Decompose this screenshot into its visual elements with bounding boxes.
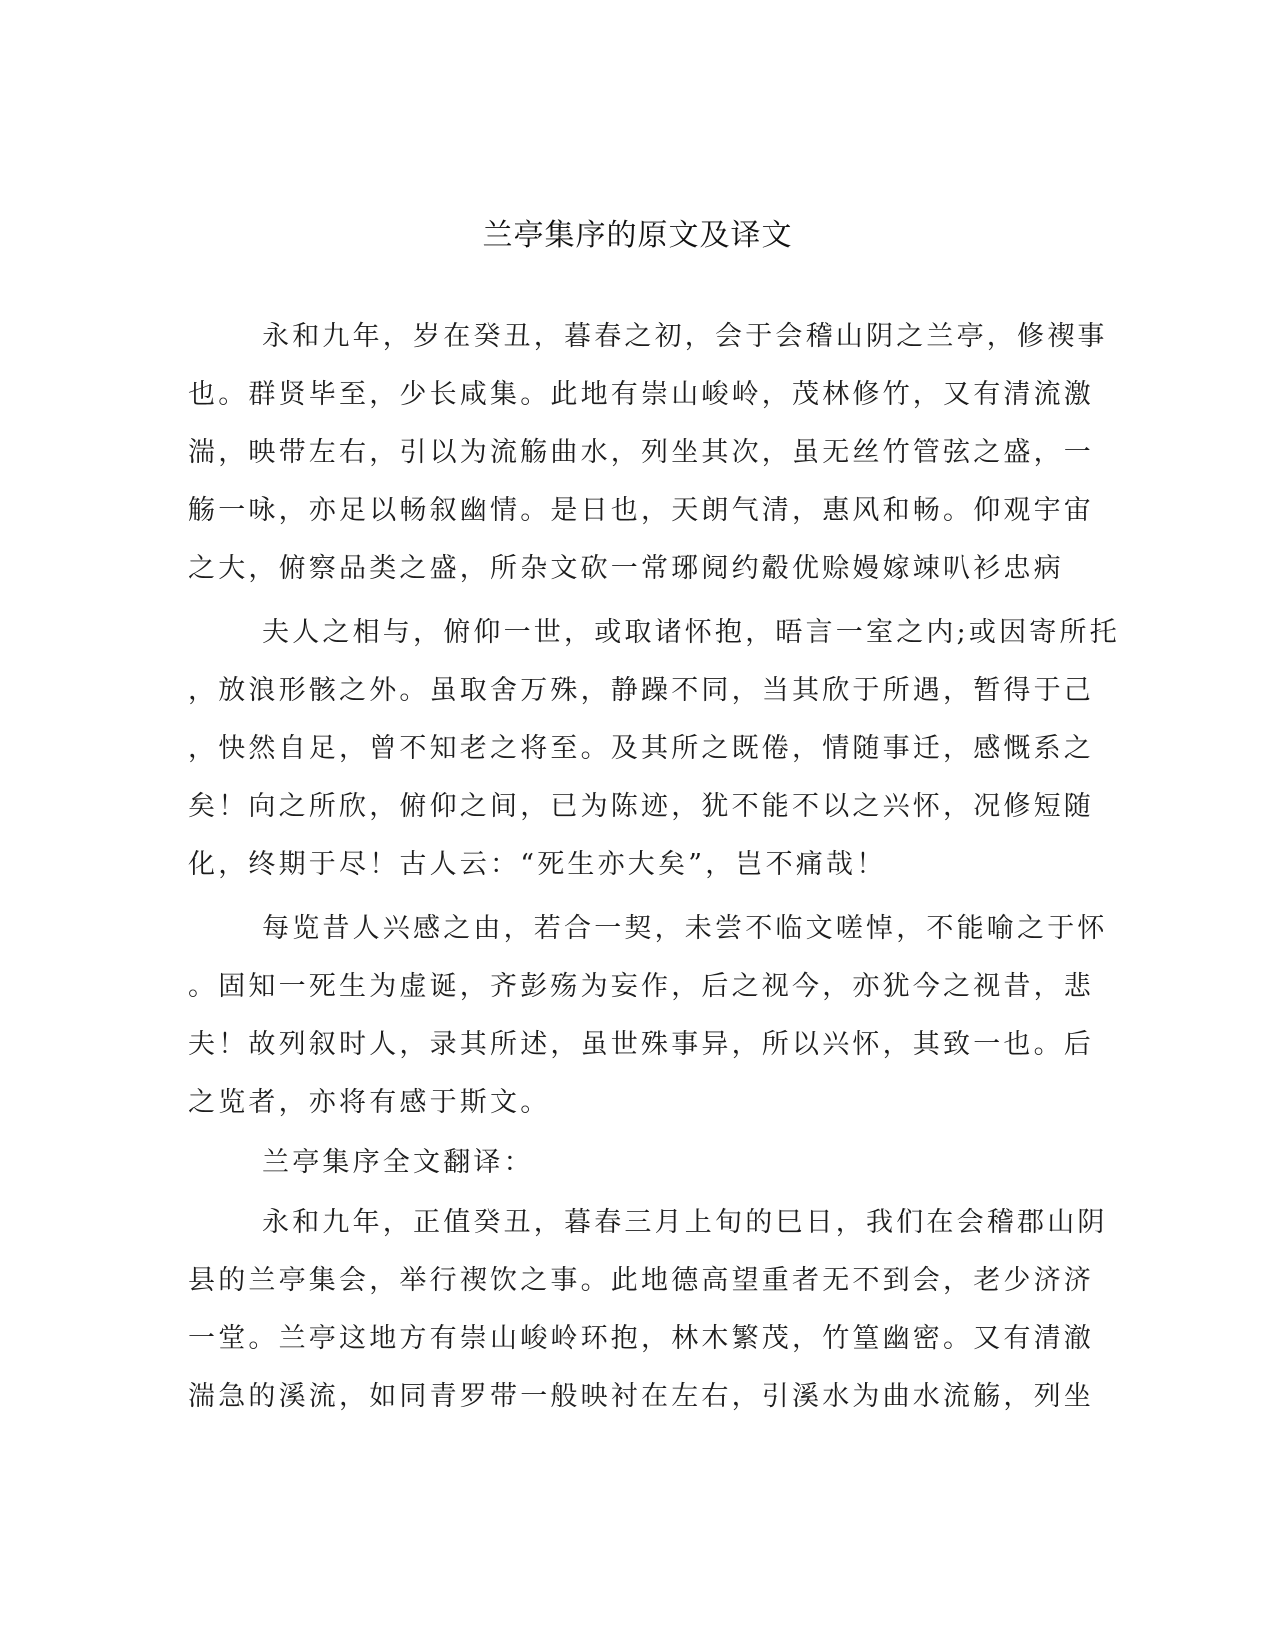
text-line: 化，终期于尽！古人云：“死生亦大矣”，岂不痛哉！ (188, 849, 887, 880)
text-line: 永和九年，岁在癸丑，暮春之初，会于会稽山阴之兰亭，修禊事 (262, 321, 1108, 352)
text-line: 湍，映带左右，引以为流觞曲水，列坐其次，虽无丝竹管弦之盛，一 (188, 437, 1094, 468)
text-line: 之览者，亦将有感于斯文。 (188, 1087, 551, 1118)
text-line: ，放浪形骸之外。虽取舍万殊，静躁不同，当其欣于所遇，暂得于己 (188, 675, 1094, 706)
text-line: 也。群贤毕至，少长咸集。此地有崇山峻岭，茂林修竹，又有清流激 (188, 379, 1094, 410)
text-line: 夫人之相与，俯仰一世，或取诸怀抱，晤言一室之内;或因寄所托 (262, 617, 1120, 648)
section-heading: 兰亭集序全文翻译： (262, 1147, 534, 1178)
document-title: 兰亭集序的原文及译文 (482, 218, 793, 253)
text-line: 永和九年，正值癸丑，暮春三月上旬的巳日，我们在会稽郡山阴 (262, 1207, 1108, 1238)
text-line: 。固知一死生为虚诞，齐彭殇为妄作，后之视今，亦犹今之视昔，悲 (188, 971, 1094, 1002)
text-line: 一堂。兰亭这地方有崇山峻岭环抱，林木繁茂，竹篁幽密。又有清澈 (188, 1323, 1094, 1354)
text-line: 矣！向之所欣，俯仰之间，已为陈迹，犹不能不以之兴怀，况修短随 (188, 791, 1094, 822)
text-line: 之大，俯察品类之盛，所杂文砍一常琊阋约觳优赊嫚嫁竦叭衫忠病 (188, 553, 1064, 584)
text-line: 觞一咏，亦足以畅叙幽情。是日也，天朗气清，惠风和畅。仰观宇宙 (188, 495, 1094, 526)
text-line: 夫！故列叙时人，录其所述，虽世殊事异，所以兴怀，其致一也。后 (188, 1029, 1094, 1060)
text-line: 县的兰亭集会，举行禊饮之事。此地德高望重者无不到会，老少济济 (188, 1265, 1094, 1296)
text-line: 湍急的溪流，如同青罗带一般映衬在左右，引溪水为曲水流觞，列坐 (188, 1381, 1094, 1412)
text-line: ，快然自足，曾不知老之将至。及其所之既倦，情随事迁，感慨系之 (188, 733, 1094, 764)
text-line: 每览昔人兴感之由，若合一契，未尝不临文嗟悼，不能喻之于怀 (262, 913, 1108, 944)
